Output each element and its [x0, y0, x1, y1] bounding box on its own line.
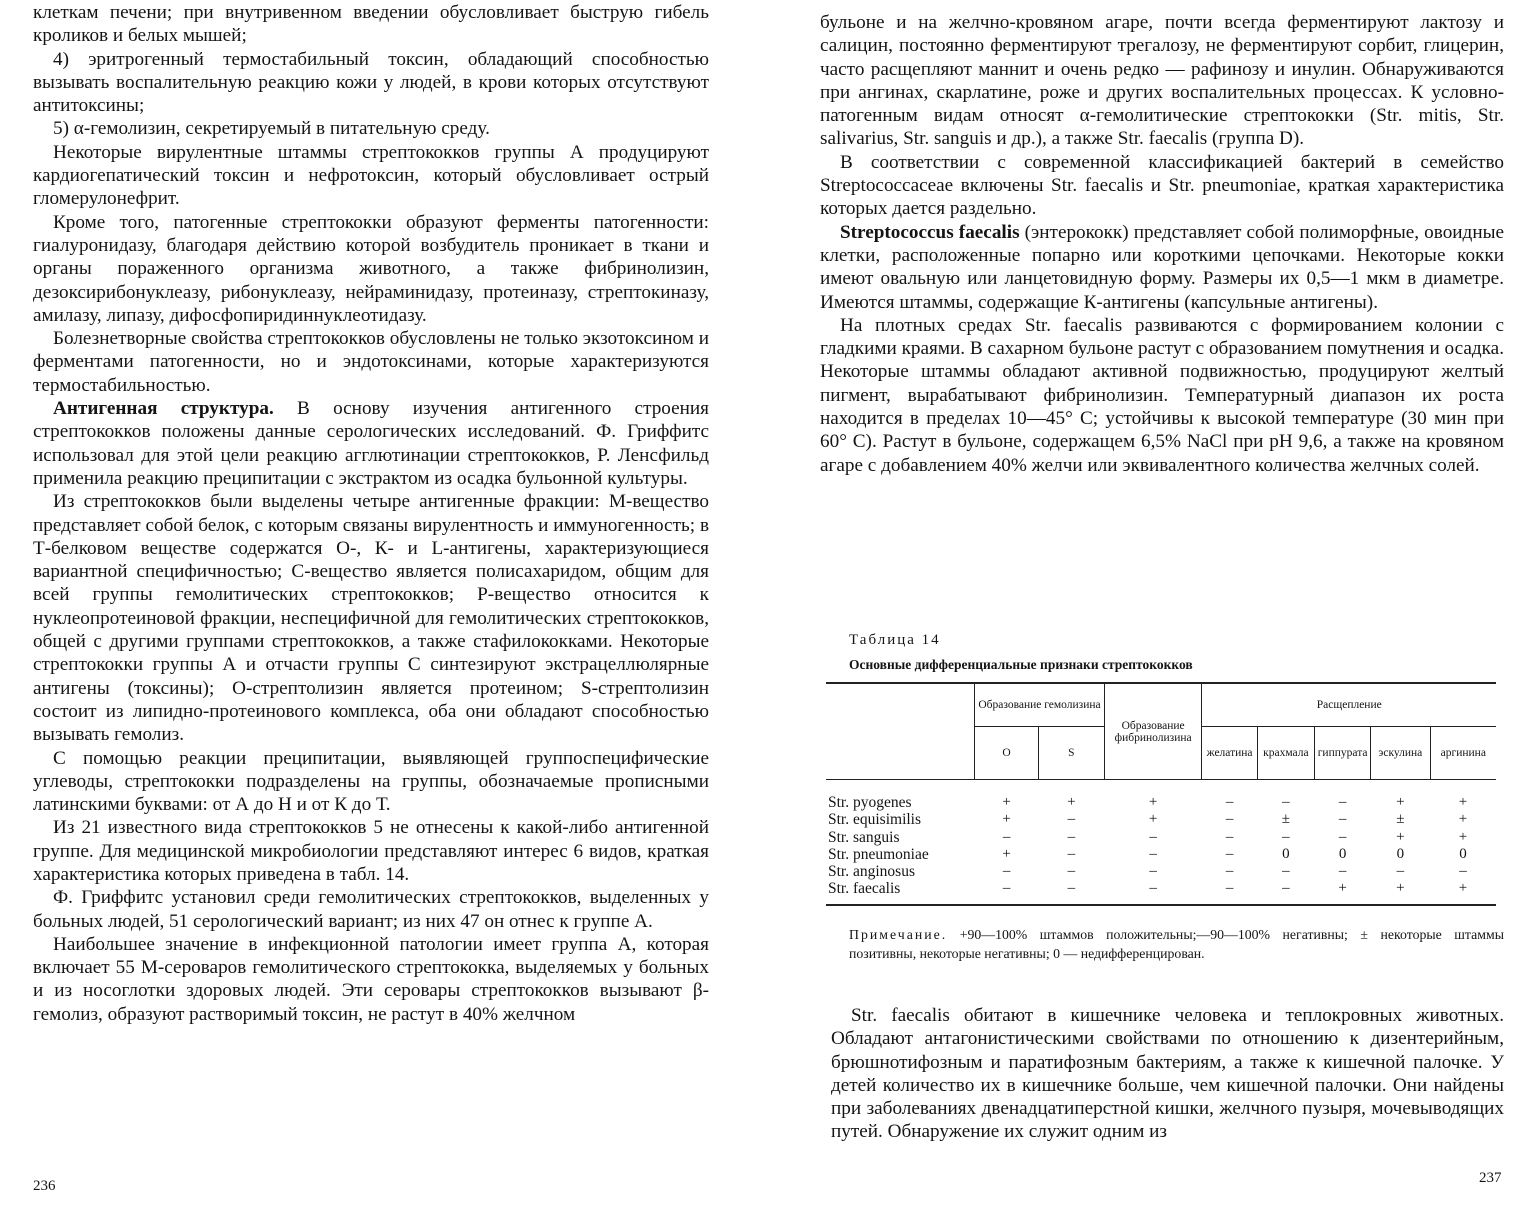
table-cell: +	[1458, 828, 1468, 845]
table-cell: +	[1067, 794, 1076, 810]
table-cell: +	[1458, 880, 1468, 897]
table-cell: –	[1282, 880, 1290, 897]
paragraph	[820, 221, 1504, 314]
paragraph: 5) α-гемолизин, секретируемый в питательную среду.	[53, 118, 490, 140]
table-cell: –	[1225, 863, 1234, 880]
header-arginine: аргинина	[1430, 727, 1496, 780]
table-cell: –	[1149, 880, 1157, 897]
species-name: Str. pyogenes	[828, 794, 912, 811]
header-hemolysin-o: O	[975, 727, 1039, 780]
table-cell: –	[1225, 794, 1234, 810]
table-cell: –	[1002, 880, 1011, 897]
species-name: Str. equisimilis	[828, 811, 922, 829]
table-cell: –	[1149, 828, 1157, 845]
table-cell: –	[1338, 811, 1347, 828]
header-cleavage: Расщепление	[1202, 683, 1496, 727]
header-hemolysin-s: S	[1038, 727, 1104, 780]
page-number: 236	[33, 1178, 56, 1194]
species-name: Str. anginosus	[828, 863, 915, 881]
table-cell: –	[1225, 880, 1234, 897]
table-cell: +	[1396, 794, 1405, 810]
table-cell: +	[1396, 880, 1405, 897]
left-text-column	[33, 1, 709, 1026]
paragraph: клеткам печени; при внутривенном введении обусловливает быструю гибель кроликов и белых мышей;	[33, 2, 709, 47]
paragraph: На плотных средах Str. faecalis развиваются с формированием колонии с гладкими краями. В сахарном бульоне растут с образованием помутнения и осадка. Некоторые штаммы обладают активной подвижностью, продуцируют желтый пигмент, вырабатывают фибринолизин. Температурный диапазон их роста находится в пределах 10—45° С; устойчивы к высокой температуре (30 мин при 60° С). Растут в бульоне, содержащем 6,5% NaCl при pH 9,6, а также на кровяном агаре с добавлением 40% желчи или эквивалентного количества желчных солей.	[820, 314, 1504, 476]
table-cell: –	[1225, 845, 1234, 862]
section-heading: Антигенная структура.	[53, 398, 274, 420]
table-cell: +	[1148, 811, 1158, 828]
right-page	[763, 0, 1526, 1213]
table-cell: +	[1338, 880, 1347, 897]
header-gelatin: желатина	[1202, 727, 1257, 780]
table-row	[826, 880, 1496, 904]
table-caption: Таблица 14	[849, 632, 941, 648]
paragraph-text: В основу изучения антигенного строения стрептококков положены данные серологических исследований. Ф. Гриффитс использовал для этой цели реакцию агглютинации стрептококков, Р. Ленсфильд применила реакцию преципитации с экстрактом из осадка бульонной культуры.	[33, 398, 709, 489]
paragraph: Ф. Гриффитс установил среди гемолитических стрептококков, выделенных у больных людей, 51 серологический вариант; из них 47 он отнес к группе А.	[33, 887, 709, 932]
paragraph: Некоторые вирулентные штаммы стрептококков группы А продуцируют кардиогепатический токсин и нефротоксин, который обусловливает острый гломерулонефрит.	[33, 141, 709, 210]
table-cell: +	[1458, 811, 1468, 828]
paragraph: Кроме того, патогенные стрептококки образуют ферменты патогенности: гиалуронидазу, благодаря действию которой возбудитель проникает в ткани и органы пораженного организма животного, а также фибринолизин, дезоксирибонуклеазу, рибонуклеазу, нейраминидазу, протеиназу, стрептокиназу, амилазу, липазу, дифосфопиридиннуклеотидазу.	[33, 211, 709, 326]
paragraph: В соответствии с современной классификацией бактерий в семейство Streptococcaceae включены Str. faecalis и Str. pneumoniae, краткая характеристика которых дается раздельно.	[820, 151, 1504, 220]
table-cell: –	[1338, 828, 1347, 845]
table-cell: –	[1396, 863, 1405, 880]
table-cell: +	[1148, 794, 1158, 810]
table-cell: –	[1067, 811, 1076, 828]
header-starch: крахмала	[1257, 727, 1314, 780]
paragraph	[33, 397, 709, 490]
table-cell: –	[1338, 794, 1347, 810]
table-cell: –	[1282, 794, 1290, 810]
paragraph: 4) эритрогенный термостабильный токсин, обладающий способностью вызывать воспалительную реакцию кожи у людей, в крови которых отсутствуют антитоксины;	[33, 48, 709, 117]
paragraph-text: (энтерококк) представляет собой полиморфные, овоидные клетки, расположенные попарно или короткими цепочками. Некоторые кокки имеют овальную или ланцетовидную форму. Размеры их 0,5—1 мкм в диаметре. Имеются штаммы, содержащие К-антигены (капсульные антигены).	[820, 221, 1504, 313]
paragraph: Наибольшее значение в инфекционной патологии имеет группа А, которая включает 55 М-сероваров гемолитического стрептококка, выделяемых у больных и из носоглотки здоровых людей. Эти серовары стрептококков вызывают β-гемолиз, образуют растворимый токсин, не растут в 40% желчном	[33, 933, 709, 1025]
table-cell: –	[1002, 863, 1011, 880]
table-corner	[826, 683, 975, 780]
species-heading: Streptococcus faecalis	[840, 221, 1020, 243]
table-cell: 0	[1459, 845, 1467, 862]
table-cell: +	[1002, 811, 1011, 828]
table-cell: –	[1002, 828, 1011, 845]
paragraph: бульоне и на желчно-кровяном агаре, почти всегда ферментируют лактозу и салицин, постоянно ферментируют трегалозу, не ферментируют сорбит, глицерин, часто расщепляют маннит и очень редко — рафинозу и инулин. Обнаруживаются при ангинах, скарлатине, роже и других воспалительных процессах. К условно-патогенным видам относят α-гемолитические стрептококки (Str. mitis, Str. salivarius, Str. sanguis и др.), а также Str. faecalis (группа D).	[820, 12, 1504, 150]
paragraph: Из 21 известного вида стрептококков 5 не отнесены к какой-либо антигенной группе. Для медицинской микробиологии представляют интерес 6 видов, краткая характеристика которых приведена в табл. 14.	[33, 817, 709, 885]
table-cell: –	[1067, 828, 1076, 845]
table-cell: –	[1459, 863, 1467, 880]
differential-table	[826, 682, 1496, 906]
table-cell: –	[1067, 880, 1076, 897]
table-cell: 0	[1338, 845, 1347, 862]
table-cell: –	[1225, 811, 1234, 828]
table-cell: –	[1067, 845, 1076, 862]
table-title: Основные дифференциальные признаки стрептококков	[849, 657, 1193, 672]
table-cell: –	[1067, 863, 1076, 880]
table-cell: +	[1458, 794, 1468, 810]
table-cell: +	[1002, 794, 1011, 810]
table-cell: –	[1282, 828, 1290, 845]
paragraph: Из стрептококков были выделены четыре антигенные фракции: М-вещество представляет собой белок, с которым связаны вирулентность и иммуногенность; в Т-белковом веществе содержатся О-, К- и L-антигены, характеризующиеся вариантной специфичностью; С-вещество является полисахаридом, общим для всей группы гемолитических стрептококков; Р-вещество относится к нуклеопротеиновой фракции, неспецифичной для гемолитических стрептококков, общей с другими группами стрептококков, а также стафилококками. Некоторые стрептококки группы А и отчасти группы С синтезируют экстрацеллюлярные антигены (токсины); О-стрептолизин является протеином; S-стрептолизин состоит из липидно-протеинового комплекса, оба они обладают способностью вызывать гемолиз.	[33, 491, 709, 746]
header-esculin: эскулина	[1371, 727, 1430, 780]
table-cell: ±	[1281, 811, 1290, 828]
table-cell: +	[1002, 845, 1011, 862]
right-text-column-top	[820, 11, 1504, 477]
page-number: 237	[1479, 1170, 1502, 1186]
note-text: +90—100% штаммов положительны;—90—100% негативны; ± некоторые штаммы позитивны, некоторые негативны; 0 — недифференцирован.	[849, 927, 1504, 961]
paragraph: Str. faecalis обитают в кишечнике человека и теплокровных животных. Обладают антагонистическими свойствами по отношению к дизентерийным, брюшнотифозным и паратифозным бактериям, а также к кишечной палочке. У детей количество их в кишечнике больше, чем кишечной палочки. Они найдены при заболеваниях двенадцатиперстной кишки, желчного пузыря, мочевыводящих путей. Обнаружение их служит одним из	[831, 1005, 1504, 1143]
species-name: Str. pneumoniae	[828, 845, 929, 863]
table-row	[826, 829, 1496, 846]
table-cell: –	[1149, 863, 1157, 880]
header-hippurate: гиппурата	[1315, 727, 1371, 780]
note-label: Примечание.	[849, 927, 948, 942]
paragraph: Болезнетворные свойства стрептококков обусловлены не только экзотоксином и ферментами патогенности, но и эндотоксинами, которые характеризуются термостабильностью.	[33, 328, 709, 396]
table-cell: –	[1338, 863, 1347, 880]
species-name: Str. faecalis	[828, 880, 901, 898]
table-cell: ±	[1396, 811, 1405, 828]
header-fibrinolysin: Образование фибринолизина	[1104, 683, 1202, 780]
table-cell: –	[1225, 828, 1234, 845]
paragraph: С помощью реакции преципитации, выявляющей группоспецифические углеводы, стрептококки подразделены на группы, обозначаемые прописными латинскими буквами: от А до Н и от К до Т.	[33, 747, 709, 816]
right-text-column-bottom	[831, 1004, 1504, 1144]
table-cell: –	[1282, 863, 1290, 880]
table-cell: +	[1396, 828, 1405, 845]
table-cell: 0	[1282, 845, 1290, 862]
header-hemolysin: Образование гемолизина	[975, 683, 1105, 727]
table-cell: –	[1149, 845, 1157, 862]
table-row	[826, 846, 1496, 863]
table-row	[826, 863, 1496, 880]
table-row	[826, 780, 1496, 812]
species-name: Str. sanguis	[828, 828, 900, 846]
table-cell: 0	[1396, 845, 1405, 862]
table-row	[826, 811, 1496, 828]
table-note	[849, 926, 1504, 963]
